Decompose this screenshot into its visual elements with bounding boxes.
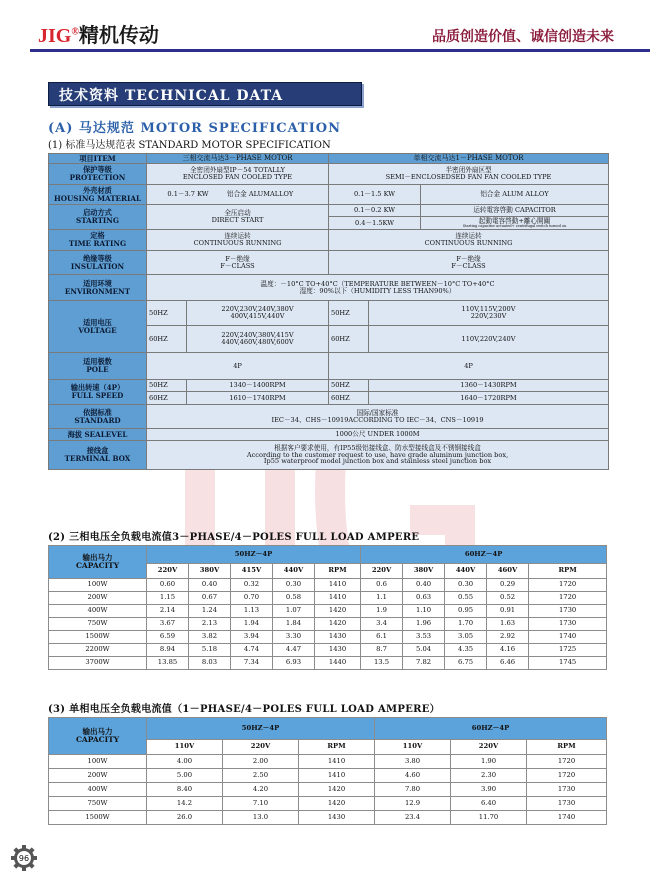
spec-speed-3-50hz-label: 50HZ xyxy=(147,380,187,392)
sp-value-cell: 1430 xyxy=(299,811,375,825)
table-row xyxy=(49,797,607,811)
sp-value-cell: 1740 xyxy=(527,811,607,825)
tp-value-cell: 13.85 xyxy=(147,657,189,670)
tp-value-cell: 1.9 xyxy=(361,605,403,618)
tp-value-cell: 1720 xyxy=(529,579,607,592)
tp-capacity-cell: 2200W xyxy=(49,644,147,657)
section-a-subtitle: (1) 标准马达规范表 STANDARD MOTOR SPECIFICATION xyxy=(48,140,331,151)
tp-value-cell: 7.34 xyxy=(231,657,273,670)
tp-col-header: 220V xyxy=(147,564,189,579)
spec-speed-label: 输出转速（4P） FULL SPEED xyxy=(49,380,147,405)
spec-starting-1b-power: 0.4－1.5KW xyxy=(329,217,421,230)
tp-col-header: 460V xyxy=(487,564,529,579)
sp-value-cell: 7.80 xyxy=(375,783,451,797)
tp-value-cell: 0.95 xyxy=(445,605,487,618)
tp-value-cell: 1420 xyxy=(315,605,361,618)
tp-value-cell: 1730 xyxy=(529,618,607,631)
tp-value-cell: 0.32 xyxy=(231,579,273,592)
spec-speed-3-60hz: 1610－1740RPM xyxy=(187,392,329,405)
sp-value-cell: 4.00 xyxy=(147,755,223,769)
spec-terminal-box: 根据客户要求使用，有IP55级铝接线盒、防水型接线盒及不锈钢接线盒 According to the customer request to use, have grade aluminum junction box, Ip55 waterproof model junction box and stainless steel junction box xyxy=(147,441,609,470)
tp-value-cell: 0.40 xyxy=(403,579,445,592)
tp-value-cell: 4.47 xyxy=(273,644,315,657)
slogan: 品质创造价值、诚信创造未来 xyxy=(432,29,614,45)
spec-three-phase-header: 三相交流马达3－PHASE MOTOR xyxy=(147,154,329,164)
tp-col-header: 440V xyxy=(273,564,315,579)
sp-col-header: 220V xyxy=(451,740,527,755)
spec-pole-label: 适用极数 POLE xyxy=(49,353,147,380)
tp-col-header: RPM xyxy=(529,564,607,579)
tp-value-cell: 4.16 xyxy=(487,644,529,657)
sp-60hz-header: 60HZ－4P xyxy=(375,718,607,740)
table-row xyxy=(49,769,607,783)
tp-value-cell: 3.30 xyxy=(273,631,315,644)
section-a-title: (A) 马达规范 MOTOR SPECIFICATION xyxy=(48,121,341,136)
table-row xyxy=(49,618,607,631)
sp-value-cell: 1420 xyxy=(299,783,375,797)
tp-capacity-header: 输出马力 CAPACITY xyxy=(49,546,147,579)
three-phase-ampere-table xyxy=(48,545,607,670)
table-row xyxy=(49,644,607,657)
tp-value-cell: 3.94 xyxy=(231,631,273,644)
sp-value-cell: 1410 xyxy=(299,755,375,769)
tp-col-header: 220V xyxy=(361,564,403,579)
sp-col-header: 110V xyxy=(147,740,223,755)
table-row xyxy=(49,783,607,797)
tp-capacity-cell: 1500W xyxy=(49,631,147,644)
spec-speed-1-50hz-label: 50HZ xyxy=(329,380,369,392)
sp-value-cell: 26.0 xyxy=(147,811,223,825)
sp-value-cell: 11.70 xyxy=(451,811,527,825)
spec-standard-label: 依据标准 STANDARD xyxy=(49,405,147,429)
spec-speed-1-60hz-label: 60HZ xyxy=(329,392,369,405)
tp-capacity-cell: 400W xyxy=(49,605,147,618)
tp-value-cell: 3.05 xyxy=(445,631,487,644)
tp-value-cell: 1410 xyxy=(315,592,361,605)
spec-starting-1b-value: 起動電容啓動+離心開關 xyxy=(478,216,551,225)
spec-starting-label: 启动方式 STARTING xyxy=(49,205,147,230)
tp-value-cell: 0.52 xyxy=(487,592,529,605)
tp-value-cell: 0.30 xyxy=(273,579,315,592)
tp-value-cell: 8.7 xyxy=(361,644,403,657)
spec-rating-label: 定格 TIME RATING xyxy=(49,230,147,251)
tp-capacity-cell: 200W xyxy=(49,592,147,605)
tp-value-cell: 1730 xyxy=(529,605,607,618)
tp-value-cell: 5.04 xyxy=(403,644,445,657)
tp-capacity-cell: 750W xyxy=(49,618,147,631)
tp-value-cell: 1.10 xyxy=(403,605,445,618)
tp-value-cell: 0.63 xyxy=(403,592,445,605)
sp-value-cell: 13.0 xyxy=(223,811,299,825)
tp-value-cell: 1.84 xyxy=(273,618,315,631)
spec-insulation-1: F－绝缘 F－CLASS xyxy=(329,251,609,275)
spec-terminal-box-label: 接线盒 TERMINAL BOX xyxy=(49,441,147,470)
tp-value-cell: 1.1 xyxy=(361,592,403,605)
table-row xyxy=(49,631,607,644)
spec-standard: 国际/国家标准 IEC－34、CHS－10919ACCORDING TO IEC－34、CNS－10919 xyxy=(147,405,609,429)
spec-item-header: 项目ITEM xyxy=(49,154,147,164)
spec-pole-3: 4P xyxy=(147,353,329,380)
spec-voltage-3-60hz: 220V,240V,380V,415V 440V,460V,480V,600V xyxy=(187,326,329,353)
tp-capacity-cell: 3700W xyxy=(49,657,147,670)
sp-value-cell: 8.40 xyxy=(147,783,223,797)
spec-voltage-1-50hz: 110V,115V,200V 220V,230V xyxy=(369,301,609,326)
tp-value-cell: 1420 xyxy=(315,618,361,631)
tp-value-cell: 3.4 xyxy=(361,618,403,631)
sp-value-cell: 7.10 xyxy=(223,797,299,811)
section-2-title: (2) 三相电压全负载电流值3－PHASE/4－POLES FULL LOAD AMPERE xyxy=(48,532,420,543)
spec-single-phase-header: 单相交流马达1－PHASE MOTOR xyxy=(329,154,609,164)
spec-insulation-3: F－绝缘 F－CLASS xyxy=(147,251,329,275)
spec-voltage-3-50hz: 220V,230V,240V,380V 400V,415V,440V xyxy=(187,301,329,326)
sp-value-cell: 1730 xyxy=(527,797,607,811)
brand-chinese-name: 精机传动 xyxy=(78,25,159,47)
tp-value-cell: 0.55 xyxy=(445,592,487,605)
spec-starting-1b xyxy=(421,217,609,230)
table-row xyxy=(49,811,607,825)
sp-value-cell: 2.30 xyxy=(451,769,527,783)
tp-value-cell: 0.91 xyxy=(487,605,529,618)
tp-value-cell: 1725 xyxy=(529,644,607,657)
brand-jig: JIG xyxy=(38,25,72,47)
tp-value-cell: 0.40 xyxy=(189,579,231,592)
spec-starting-1a-value: 运转電容啓動 CAPACITOR xyxy=(421,205,609,217)
tp-value-cell: 6.46 xyxy=(487,657,529,670)
tp-value-cell: 1.70 xyxy=(445,618,487,631)
tp-value-cell: 4.35 xyxy=(445,644,487,657)
page-number: 96 xyxy=(18,854,30,863)
sp-value-cell: 6.40 xyxy=(451,797,527,811)
tp-value-cell: 1.94 xyxy=(231,618,273,631)
brand-logo xyxy=(38,19,159,48)
tp-col-header: 440V xyxy=(445,564,487,579)
tp-value-cell: 1.24 xyxy=(189,605,231,618)
tp-value-cell: 2.92 xyxy=(487,631,529,644)
sp-value-cell: 1730 xyxy=(527,783,607,797)
sp-value-cell: 23.4 xyxy=(375,811,451,825)
spec-housing-3 xyxy=(147,185,329,205)
spec-speed-1-60hz: 1640－1720RPM xyxy=(369,392,609,405)
page-number-gear-icon xyxy=(10,844,38,872)
tp-value-cell: 6.1 xyxy=(361,631,403,644)
tp-value-cell: 6.59 xyxy=(147,631,189,644)
tp-50hz-header: 50HZ－4P xyxy=(147,546,361,564)
sp-value-cell: 1410 xyxy=(299,769,375,783)
spec-pole-1: 4P xyxy=(329,353,609,380)
tp-value-cell: 1.07 xyxy=(273,605,315,618)
spec-speed-1-50hz: 1360－1430RPM xyxy=(369,380,609,392)
spec-housing-1-power: 0.1－1.5 KW xyxy=(329,185,421,205)
sp-col-header: 220V xyxy=(223,740,299,755)
sp-capacity-cell: 400W xyxy=(49,783,147,797)
spec-sealevel: 1000公尺 UNDER 1000M xyxy=(147,429,609,441)
sp-capacity-cell: 200W xyxy=(49,769,147,783)
tp-col-header: 380V xyxy=(403,564,445,579)
sp-value-cell: 4.20 xyxy=(223,783,299,797)
motor-spec-table xyxy=(48,153,609,470)
spec-voltage-3-50hz-label: 50HZ xyxy=(147,301,187,326)
sp-value-cell: 14.2 xyxy=(147,797,223,811)
tp-value-cell: 1430 xyxy=(315,631,361,644)
header-divider xyxy=(30,49,650,52)
tp-value-cell: 2.13 xyxy=(189,618,231,631)
table-row xyxy=(49,755,607,769)
tp-value-cell: 4.74 xyxy=(231,644,273,657)
single-phase-ampere-table xyxy=(48,717,607,825)
spec-speed-3-50hz: 1340－1400RPM xyxy=(187,380,329,392)
tp-capacity-cell: 100W xyxy=(49,579,147,592)
tp-value-cell: 0.70 xyxy=(231,592,273,605)
sp-value-cell: 1720 xyxy=(527,755,607,769)
tp-value-cell: 0.67 xyxy=(189,592,231,605)
spec-voltage-1-60hz: 110V,220V,240V xyxy=(369,326,609,353)
tp-value-cell: 1.13 xyxy=(231,605,273,618)
spec-housing-3-power: 0.1－3.7 KW xyxy=(167,190,209,199)
spec-starting-1b-note: Starting capacitor actuated+ centrifugal switch turned on xyxy=(462,223,567,228)
tp-value-cell: 1.63 xyxy=(487,618,529,631)
table-row xyxy=(49,657,607,670)
spec-protection-3: 全密闭外扇型IP－54 TOTALLY ENCLOSED FAN COOLED TYPE xyxy=(147,164,329,185)
tp-value-cell: 0.29 xyxy=(487,579,529,592)
tp-value-cell: 13.5 xyxy=(361,657,403,670)
tp-col-header: 415V xyxy=(231,564,273,579)
table-row xyxy=(49,579,607,592)
section-banner xyxy=(48,82,362,106)
spec-voltage-3-60hz-label: 60HZ xyxy=(147,326,187,353)
spec-voltage-1-50hz-label: 50HZ xyxy=(329,301,369,326)
sp-value-cell: 4.60 xyxy=(375,769,451,783)
sp-col-header: RPM xyxy=(527,740,607,755)
spec-protection-label: 保护等级 PROTECTION xyxy=(49,164,147,185)
sp-col-header: RPM xyxy=(299,740,375,755)
spec-voltage-1-60hz-label: 60HZ xyxy=(329,326,369,353)
tp-value-cell: 8.94 xyxy=(147,644,189,657)
sp-capacity-cell: 1500W xyxy=(49,811,147,825)
spec-rating-3: 连续运转 CONTINUOUS RUNNING xyxy=(147,230,329,251)
tp-value-cell: 3.67 xyxy=(147,618,189,631)
spec-protection-1: 半密闭外扇区型 SEMI－ENCLOSEDSED FAN FAN COOLED TYPE xyxy=(329,164,609,185)
sp-value-cell: 5.00 xyxy=(147,769,223,783)
brand-registered: ® xyxy=(71,26,79,38)
sp-value-cell: 3.90 xyxy=(451,783,527,797)
sp-value-cell: 1720 xyxy=(527,769,607,783)
table-row xyxy=(49,592,607,605)
spec-sealevel-label: 海拔 SEALEVEL xyxy=(49,429,147,441)
tp-value-cell: 0.30 xyxy=(445,579,487,592)
page-header xyxy=(0,0,650,52)
spec-starting-3: 全压启动 DIRECT START xyxy=(147,205,329,230)
spec-voltage-label: 适用电压 VOLTAGE xyxy=(49,301,147,353)
tp-60hz-header: 60HZ－4P xyxy=(361,546,607,564)
tp-value-cell: 7.82 xyxy=(403,657,445,670)
sp-value-cell: 12.9 xyxy=(375,797,451,811)
sp-value-cell: 3.80 xyxy=(375,755,451,769)
tp-value-cell: 6.93 xyxy=(273,657,315,670)
spec-housing-3-material: 铝合金 ALUMALLOY xyxy=(227,190,294,199)
tp-value-cell: 3.53 xyxy=(403,631,445,644)
sp-50hz-header: 50HZ－4P xyxy=(147,718,375,740)
spec-rating-1: 连续运转 CONTINUOUS RUNNING xyxy=(329,230,609,251)
spec-environment: 温度：－10°C TO+40°C（TEMPERATURE BETWEEN－10°C TO+40°C 湿度：90%以下（HUMIDITY LESS THAN90%） xyxy=(147,275,609,301)
tp-value-cell: 1745 xyxy=(529,657,607,670)
spec-speed-3-60hz-label: 60HZ xyxy=(147,392,187,405)
tp-value-cell: 1410 xyxy=(315,579,361,592)
tp-value-cell: 1720 xyxy=(529,592,607,605)
sp-capacity-cell: 750W xyxy=(49,797,147,811)
tp-value-cell: 8.03 xyxy=(189,657,231,670)
tp-value-cell: 1.96 xyxy=(403,618,445,631)
tp-value-cell: 3.82 xyxy=(189,631,231,644)
tp-value-cell: 0.6 xyxy=(361,579,403,592)
tp-col-header: 380V xyxy=(189,564,231,579)
tp-value-cell: 1440 xyxy=(315,657,361,670)
tp-value-cell: 0.60 xyxy=(147,579,189,592)
spec-housing-1-material: 铝合金 ALUM ALLOY xyxy=(421,185,609,205)
table-row xyxy=(49,605,607,618)
tp-value-cell: 1430 xyxy=(315,644,361,657)
sp-value-cell: 1.90 xyxy=(451,755,527,769)
spec-starting-1a-power: 0.1－0.2 KW xyxy=(329,205,421,217)
sp-capacity-cell: 100W xyxy=(49,755,147,769)
tp-value-cell: 0.58 xyxy=(273,592,315,605)
spec-insulation-label: 绝缘等级 INSULATION xyxy=(49,251,147,275)
sp-value-cell: 2.50 xyxy=(223,769,299,783)
sp-capacity-header: 输出马力 CAPACITY xyxy=(49,718,147,755)
sp-value-cell: 1420 xyxy=(299,797,375,811)
spec-housing-label: 外壳材质 HOUSING MATERIAL xyxy=(49,185,147,205)
tp-value-cell: 5.18 xyxy=(189,644,231,657)
banner-title: 技术资料 TECHNICAL DATA xyxy=(59,88,284,104)
spec-environment-label: 适用环境 ENVIRONMENT xyxy=(49,275,147,301)
sp-col-header: 110V xyxy=(375,740,451,755)
tp-value-cell: 2.14 xyxy=(147,605,189,618)
tp-value-cell: 1.15 xyxy=(147,592,189,605)
section-3-title: (3) 单相电压全负载电流值（1－PHASE/4－POLES FULL LOAD AMPERE） xyxy=(48,704,440,715)
tp-value-cell: 6.75 xyxy=(445,657,487,670)
sp-value-cell: 2.00 xyxy=(223,755,299,769)
tp-col-header: RPM xyxy=(315,564,361,579)
tp-value-cell: 1740 xyxy=(529,631,607,644)
